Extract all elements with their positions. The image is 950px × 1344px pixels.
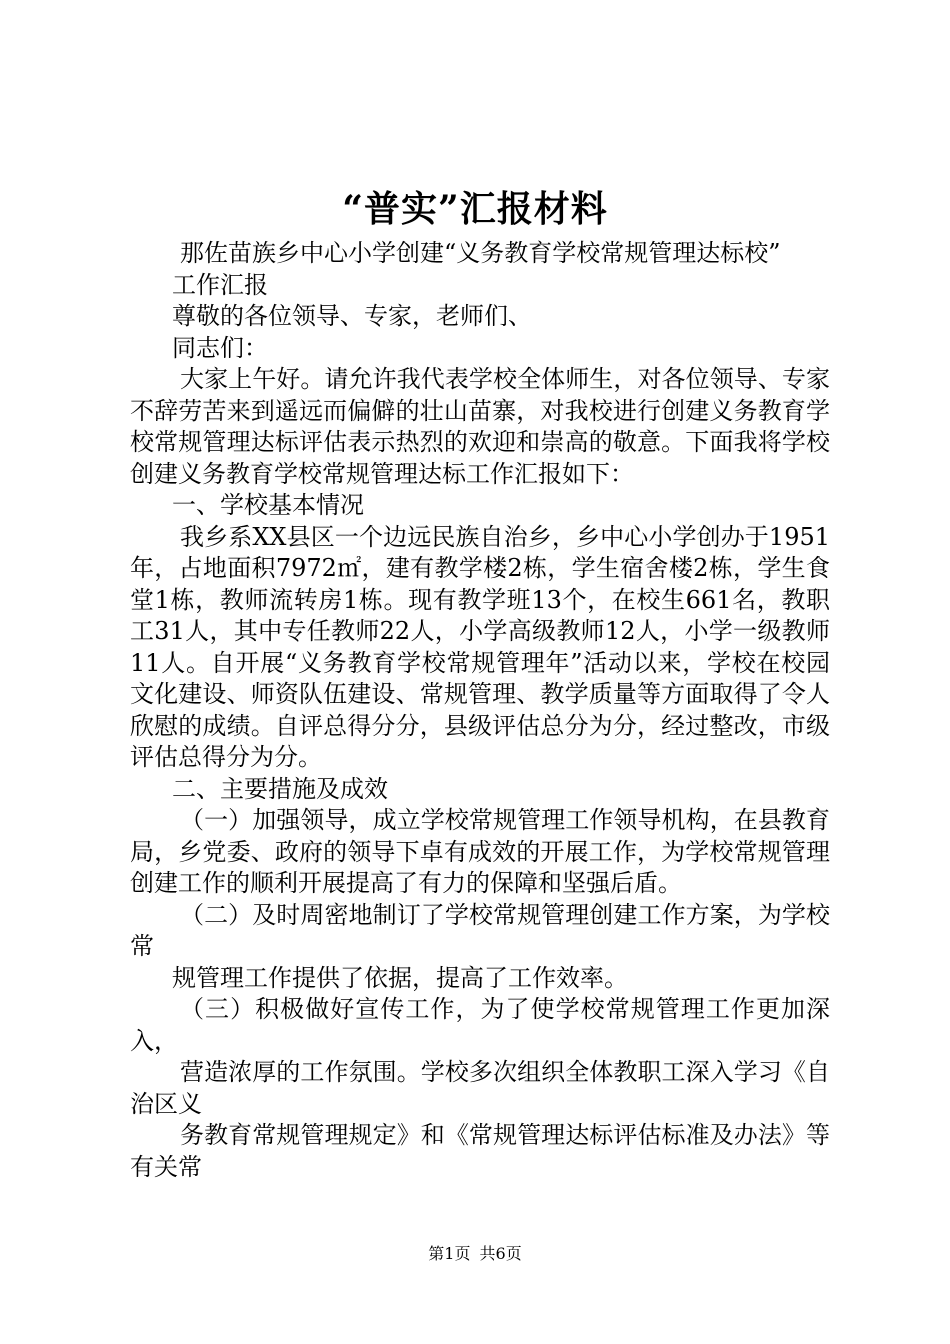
document-body [130, 238, 830, 1183]
section-heading-measures: 二、主要措施及成效 [172, 774, 388, 803]
document-title: “普实”汇报材料 [342, 188, 608, 230]
paragraph-measure-3-cont: 营造浓厚的工作氛围。学校多次组织全体教职工深入学习《自治区义 [130, 1058, 830, 1118]
paragraph-measure-2-cont: 规管理工作提供了依据，提高了工作效率。 [172, 963, 628, 992]
paragraph-basic-info: 我乡系XX县区一个边远民族自治乡，乡中心小学创办于1951年，占地面积7972㎡，建有教学楼2栋，学生宿舍楼2栋，学生食堂1栋，教师流转房1栋。现有教学班13个，在校生661名，教职工31人，其中专任教师22人，小学高级教师12人，小学一级教师11人。自开展“义务教育学校常规管理年”活动以来，学校在校园文化建设、师资队伍建设、常规管理、教学质量等方面取得了令人欣慰的成绩。自评总得分分，县级评估总分为分，经过整改，市级评估总得分为分。 [130, 522, 830, 771]
page-footer [0, 1243, 950, 1265]
page-number: 第1页 [428, 1244, 471, 1263]
paragraph-measure-3-cont-2: 务教育常规管理规定》和《常规管理达标评估标准及办法》等有关常 [130, 1121, 830, 1181]
page-total: 共6页 [479, 1244, 522, 1263]
paragraph-measure-1: （一）加强领导，成立学校常规管理工作领导机构，在县教育局，乡党委、政府的领导下卓有成效的开展工作，为学校常规管理创建工作的顺利开展提高了有力的保障和坚强后盾。 [130, 806, 830, 897]
paragraph-measure-2: （二）及时周密地制订了学校常规管理创建工作方案，为学校常 [130, 900, 830, 960]
paragraph-report-label: 工作汇报 [172, 270, 268, 299]
paragraph-school-title: 那佐苗族乡中心小学创建“义务教育学校常规管理达标校” [180, 239, 781, 267]
paragraph-salutation-comrades: 同志们： [172, 333, 268, 362]
paragraph-greeting: 大家上午好。请允许我代表学校全体师生，对各位领导、专家不辞劳苦来到遥远而偏僻的壮山苗寨，对我校进行创建义务教育学校常规管理达标评估表示热烈的欢迎和崇高的敬意。下面我将学校创建义务教育学校常规管理达标工作汇报如下： [130, 365, 830, 488]
section-heading-basic-info: 一、学校基本情况 [172, 491, 364, 519]
paragraph-salutation: 尊敬的各位领导、专家，老师们、 [172, 302, 532, 330]
paragraph-measure-3: （三）积极做好宣传工作，为了使学校常规管理工作更加深入， [130, 995, 830, 1055]
